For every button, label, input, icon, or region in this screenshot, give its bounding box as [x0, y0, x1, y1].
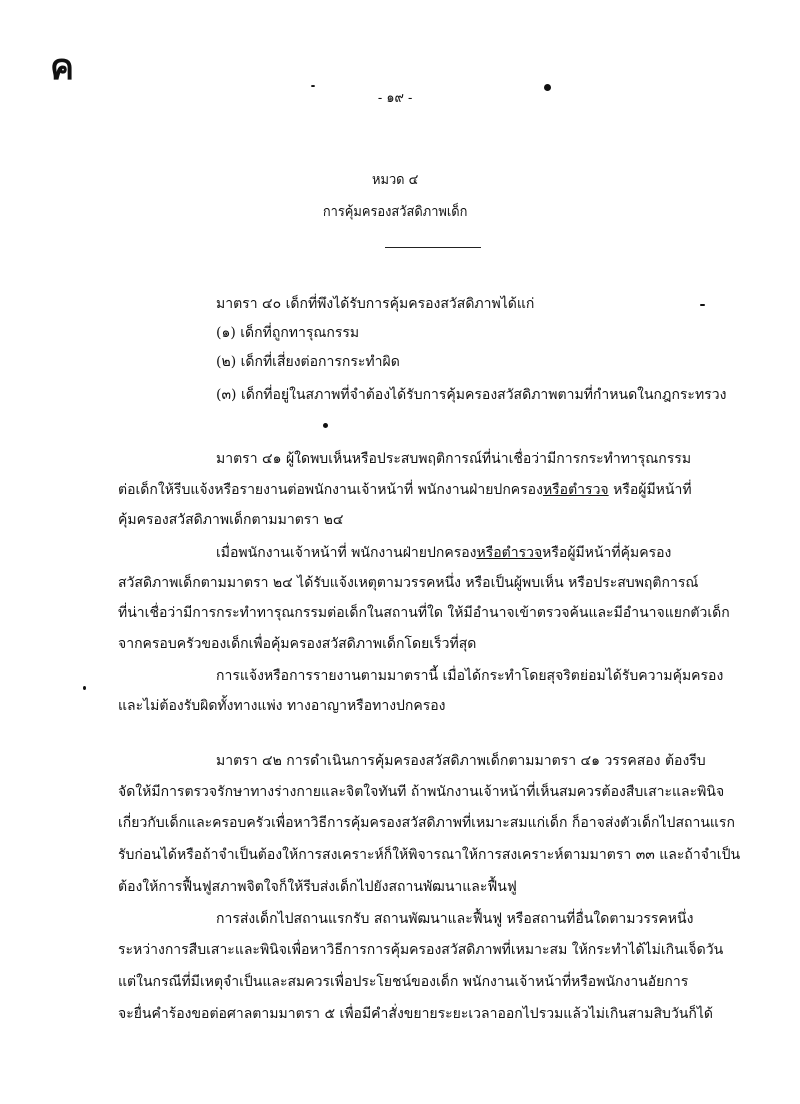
section-40-item-1: (๑) เด็กที่ถูกทารุณกรรม [216, 325, 360, 341]
underlined-term: หรือตำรวจ [542, 482, 609, 498]
section-41-p1-line-1: มาตรา ๔๑ ผู้ใดพบเห็นหรือประสบพฤติการณ์ที่น่าเชื่อว่ามีการกระทำทารุณกรรม [216, 451, 692, 467]
title-divider [385, 247, 481, 248]
scan-speck-icon [311, 85, 315, 87]
section-41-p1-line-3: คุ้มครองสวัสดิภาพเด็กตามมาตรา ๒๔ [118, 512, 344, 528]
section-42-p2-line-3: แต่ในกรณีที่มีเหตุจำเป็นและสมควรเพื่อประโยชน์ของเด็ก พนักงานเจ้าหน้าที่หรือพนักงานอัยการ [118, 974, 689, 990]
section-42-p1-line-4: รับก่อนได้หรือถ้าจำเป็นต้องให้การสงเคราะห์ก็ให้พิจารณาให้การสงเคราะห์ตามมาตรา ๓๓ และถ้าจำเป็น [118, 847, 741, 863]
section-41-p3-line-2: และไม่ต้องรับผิดทั้งทางแพ่ง ทางอาญาหรือทางปกครอง [118, 698, 446, 714]
section-40-item-3: (๓) เด็กที่อยู่ในสภาพที่จำต้องได้รับการคุ้มครองสวัสดิภาพตามที่กำหนดในกฎกระทรวง [216, 387, 727, 403]
section-42-p1-line-2: จัดให้มีการตรวจรักษาทางร่างกายและจิตใจทันที ถ้าพนักงานเจ้าหน้าที่เห็นสมควรต้องสืบเสาะและพินิจ [118, 784, 725, 800]
section-41-p1-line-2: ต่อเด็กให้รีบแจ้งหรือรายงานต่อพนักงานเจ้าหน้าที่ พนักงานฝ่ายปกครองหรือตำรวจ หรือผู้มีหน้าที่ [118, 482, 692, 498]
underlined-term: หรือตำรวจ [476, 545, 543, 561]
scan-speck-icon [83, 686, 86, 690]
chapter-title: การคุ้มครองสวัสดิภาพเด็ก [322, 204, 468, 220]
section-42-p2-line-4: จะยื่นคำร้องขอต่อศาลตามมาตรา ๕ เพื่อมีคำสั่งขยายระยะเวลาออกไปรวมแล้วไม่เกินสามสิบวันก็ได้ [118, 1006, 713, 1022]
section-42-p1-line-3: เกี่ยวกับเด็กและครอบครัวเพื่อหาวิธีการคุ้มครองสวัสดิภาพที่เหมาะสมแก่เด็ก ก็อาจส่งตัวเด็กไปสถานแรก [118, 815, 735, 831]
section-41-p2-line-4: จากครอบครัวของเด็กเพื่อคุ้มครองสวัสดิภาพเด็กโดยเร็วที่สุด [118, 636, 477, 652]
section-42-p1-line-1: มาตรา ๔๒ การดำเนินการคุ้มครองสวัสดิภาพเด็กตามมาตรา ๔๑ วรรคสอง ต้องรีบ [216, 753, 706, 769]
section-41-p2-line-1: เมื่อพนักงานเจ้าหน้าที่ พนักงานฝ่ายปกครองหรือตำรวจหรือผู้มีหน้าที่คุ้มครอง [216, 545, 672, 561]
scan-speck-icon [323, 423, 328, 428]
section-41-p3-line-1: การแจ้งหรือการรายงานตามมาตรานี้ เมื่อได้กระทำโดยสุจริตย่อมได้รับความคุ้มครอง [216, 668, 724, 684]
section-41-p2-line-3: ที่น่าเชื่อว่ามีการกระทำทารุณกรรมต่อเด็กในสถานที่ใด ให้มีอำนาจเข้าตรวจค้นและมีอำนาจแยกตัวเด็ก [118, 605, 730, 621]
handwritten-mark: ค [50, 47, 75, 88]
page-number: - ๑๙ - [377, 90, 413, 106]
section-41-p2-line-2: สวัสดิภาพเด็กตามมาตรา ๒๔ ได้รับแจ้งเหตุตามวรรคหนึ่ง หรือเป็นผู้พบเห็น หรือประสบพฤติการณ์ [118, 575, 699, 591]
section-42-p2-line-1: การส่งเด็กไปสถานแรกรับ สถานพัฒนาและฟื้นฟู หรือสถานที่อื่นใดตามวรรคหนึ่ง [216, 911, 694, 927]
section-40-item-2: (๒) เด็กที่เสี่ยงต่อการกระทำผิด [216, 354, 400, 370]
chapter-number: หมวด ๔ [371, 172, 419, 188]
scan-speck-icon [700, 304, 705, 306]
section-40-intro: มาตรา ๔๐ เด็กที่พึงได้รับการคุ้มครองสวัสดิภาพได้แก่ [216, 296, 535, 312]
section-42-p2-line-2: ระหว่างการสืบเสาะและพินิจเพื่อหาวิธีการการคุ้มครองสวัสดิภาพที่เหมาะสม ให้กระทำได้ไม่เกินเจ็ดวัน [118, 942, 724, 958]
section-42-p1-line-5: ต้องให้การฟื้นฟูสภาพจิตใจก็ให้รีบส่งเด็กไปยังสถานพัฒนาและฟื้นฟู [118, 879, 517, 895]
